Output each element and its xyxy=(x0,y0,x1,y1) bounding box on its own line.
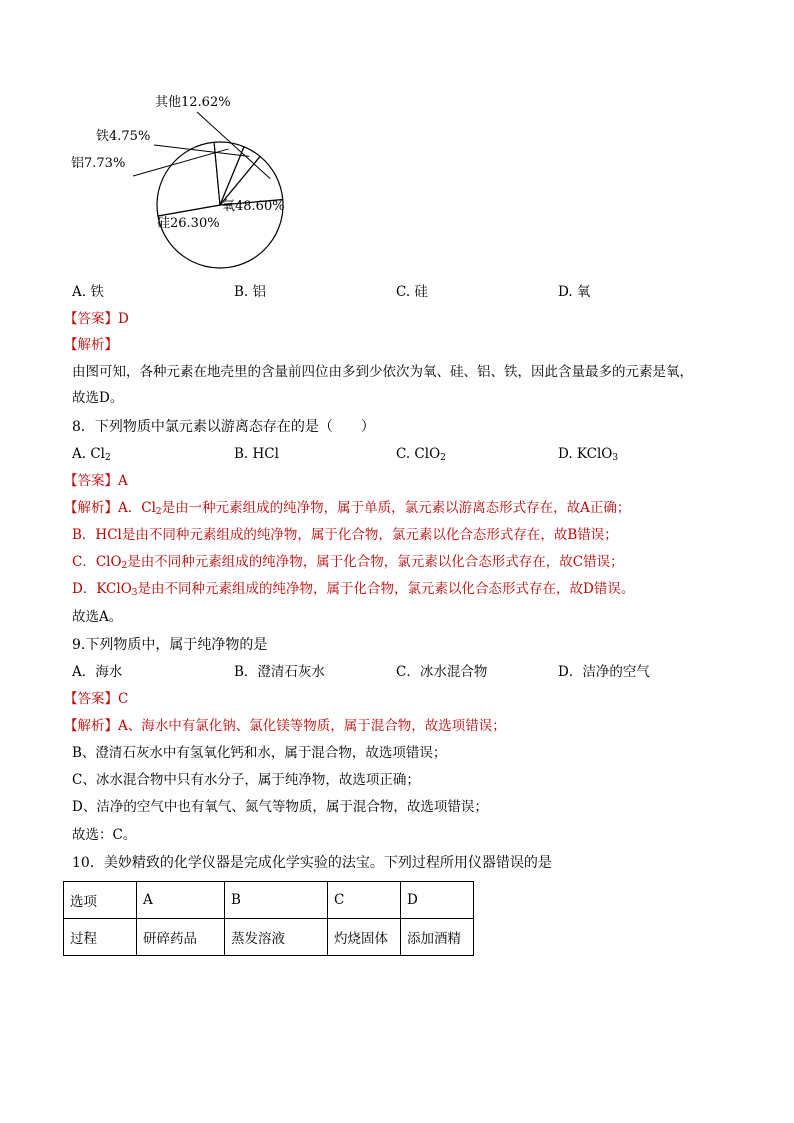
pie-slice-1 xyxy=(157,142,220,216)
q8-analysis-a: 【解析】A．$Cl_2$是由一种元素组成的纯净物，属于单质，氯元素以游离态形式存在，故A正确； xyxy=(64,500,631,517)
table-cell: 研碎药品 xyxy=(137,919,225,956)
table-cell: B xyxy=(225,882,328,919)
q9-analysis-c: C、冰水混合物中只有水分子，属于纯净物，故选项正确； xyxy=(72,772,420,788)
table-cell: 选项 xyxy=(64,882,137,919)
q9-option-a[interactable]: A．海水 xyxy=(72,664,123,680)
pie-label-0: 氧48.60% xyxy=(222,199,285,214)
q9-answer xyxy=(64,690,128,708)
q8-option-d[interactable]: D. KClO$_3$ xyxy=(558,446,619,463)
q7-analysis-tag: 【解析】 xyxy=(64,337,118,353)
pie-label-3: 铁4.75% xyxy=(96,129,151,144)
pie-label-1: 硅26.30% xyxy=(157,216,220,231)
q10-options-table xyxy=(63,881,474,956)
q9-analysis-d: D、洁净的空气中也有氧气、氮气等物质，属于混合物，故选项错误； xyxy=(72,799,488,815)
answer-tag: 【答案】 xyxy=(64,691,118,707)
q8-analysis-d: D．KClO$_3$是由不同种元素组成的纯净物，属于化合物，氯元素以化合态形式存在，故D错误。 xyxy=(72,581,635,598)
q7-option-d[interactable]: D. 氧 xyxy=(558,284,591,300)
q8-analysis-b: B．HCl是由不同种元素组成的纯净物，属于化合物，氯元素以化合态形式存在，故B错误； xyxy=(72,527,618,543)
q9-option-c[interactable]: C．冰水混合物 xyxy=(396,664,488,680)
q7-option-b[interactable]: B. 铝 xyxy=(234,284,267,300)
q8-analysis-c: C．ClO$_2$是由不同种元素组成的纯净物，属于化合物，氯元素以化合态形式存在，故C错误； xyxy=(72,554,624,571)
answer-tag: 【答案】 xyxy=(64,473,118,489)
q7-analysis-line2: 故选D。 xyxy=(72,390,124,406)
answer-value: D xyxy=(118,311,129,327)
q8-answer xyxy=(64,472,128,490)
q9-option-d[interactable]: D．洁净的空气 xyxy=(558,664,650,680)
answer-value: A xyxy=(118,473,128,489)
q8-conclusion: 故选A。 xyxy=(72,609,123,625)
q9-option-b[interactable]: B．澄清石灰水 xyxy=(234,664,325,680)
pie-label-4: 其他12.62% xyxy=(155,95,231,110)
table-cell: C xyxy=(328,882,401,919)
table-cell: 蒸发溶液 xyxy=(225,919,328,956)
q8-option-a[interactable]: A. $Cl_2$ xyxy=(72,446,111,463)
q7-analysis-line1: 由图可知，各种元素在地壳里的含量前四位由多到少依次为氧、硅、铝、铁，因此含量最多的元素是氧， xyxy=(72,364,693,380)
answer-value: C xyxy=(118,691,129,707)
q9-analysis-a: 【解析】A、海水中有氯化钠、氯化镁等物质，属于混合物，故选项错误； xyxy=(64,718,506,734)
q10-stem: 10．美妙精致的化学仪器是完成化学实验的法宝。下列过程所用仪器错误的是 xyxy=(72,855,552,871)
table-row xyxy=(64,882,474,919)
table-cell: A xyxy=(137,882,225,919)
table-cell: D xyxy=(401,882,474,919)
pie-chart xyxy=(60,88,320,278)
q8-option-b[interactable]: B. HCl xyxy=(234,446,279,462)
table-cell: 过程 xyxy=(64,919,137,956)
pie-label-2: 铝7.73% xyxy=(71,156,126,171)
q9-conclusion: 故选：C。 xyxy=(72,827,137,843)
table-row xyxy=(64,919,474,956)
q8-stem: 8．下列物质中氯元素以游离态存在的是（ ） xyxy=(72,419,375,435)
q9-analysis-b: B、澄清石灰水中有氢氧化钙和水，属于混合物，故选项错误； xyxy=(72,745,447,761)
q7-option-a[interactable]: A. 铁 xyxy=(72,284,104,300)
q7-answer xyxy=(64,310,129,328)
q8-option-c[interactable]: C. ClO$_2$ xyxy=(396,446,446,463)
table-cell: 灼烧固体 xyxy=(328,919,401,956)
q7-option-c[interactable]: C. 硅 xyxy=(396,284,428,300)
table-cell: 添加酒精 xyxy=(401,919,474,956)
answer-tag: 【答案】 xyxy=(64,311,118,327)
q9-stem: 9.下列物质中，属于纯净物的是 xyxy=(72,637,268,653)
